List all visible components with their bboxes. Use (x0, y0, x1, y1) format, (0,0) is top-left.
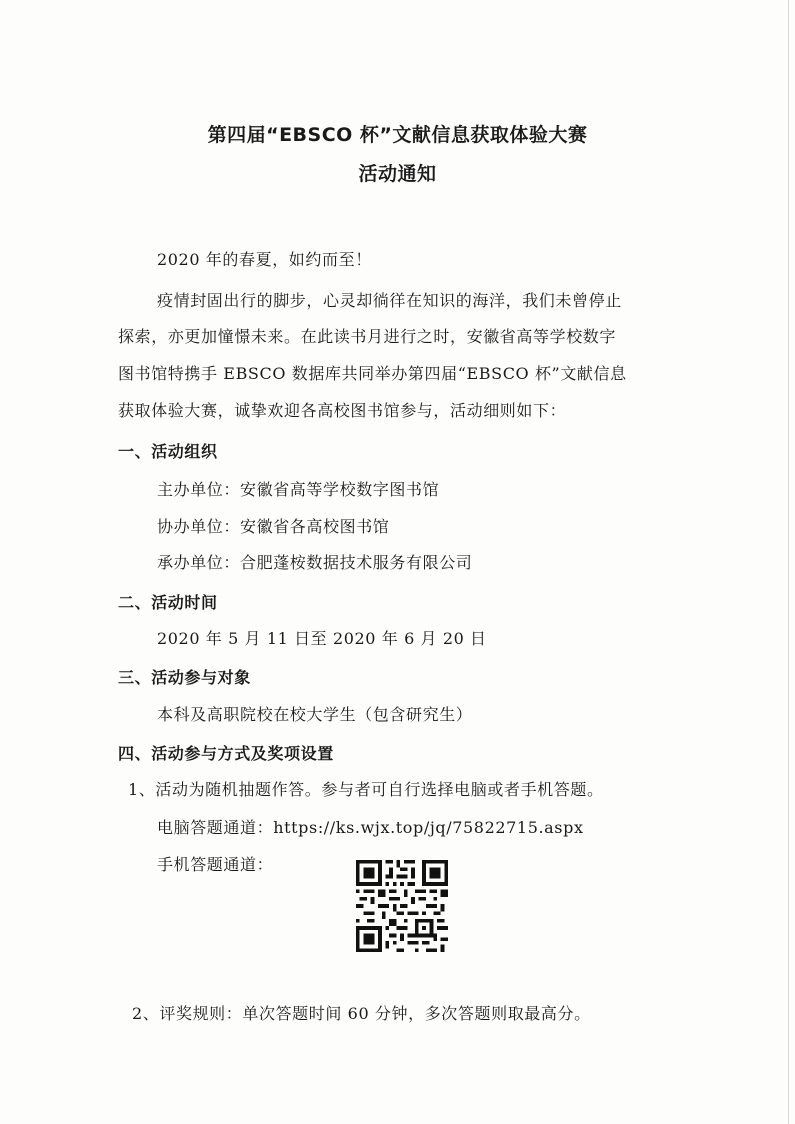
intro-line-1: 2020 年的春夏，如约而至！ (157, 250, 372, 269)
section-1-heading: 一、活动组织 (118, 442, 218, 461)
page-subtitle: 活动通知 (358, 163, 437, 185)
co-host-unit: 协办单位：安徽省各高校图书馆 (157, 517, 390, 536)
qr-code-icon (356, 860, 448, 952)
target-audience: 本科及高职院校在校大学生（包含研究生） (157, 705, 473, 724)
host-unit: 主办单位：安徽省高等学校数字图书馆 (157, 480, 440, 499)
item-2-text: 2、评奖规则：单次答题时间 60 分钟，多次答题则取最高分。 (132, 1004, 591, 1023)
pc-access-url[interactable]: https://ks.wjx.top/jq/75822715.aspx (273, 818, 584, 837)
intro-line-3: 探索，亦更加憧憬未来。在此读书月进行之时，安徽省高等学校数字 (118, 327, 617, 346)
pc-access-label: 电脑答题通道： (157, 818, 274, 837)
activity-period: 2020 年 5 月 11 日至 2020 年 6 月 20 日 (157, 629, 487, 648)
section-4-heading: 四、活动参与方式及奖项设置 (118, 744, 334, 763)
organizer-unit: 承办单位：合肥蓬桉数据技术服务有限公司 (157, 553, 473, 572)
page-title: 第四届“EBSCO 杯”文献信息获取体验大赛 (207, 124, 588, 146)
intro-line-2: 疫情封固出行的脚步，心灵却徜徉在知识的海洋，我们未曾停止 (157, 291, 622, 310)
section-2-heading: 二、活动时间 (118, 593, 218, 612)
intro-line-5: 获取体验大赛，诚挚欢迎各高校图书馆参与，活动细则如下： (118, 401, 567, 420)
section-3-heading: 三、活动参与对象 (118, 668, 251, 687)
intro-line-4: 图书馆特携手 EBSCO 数据库共同举办第四届“EBSCO 杯”文献信息 (118, 364, 627, 383)
pc-access-row (157, 815, 584, 838)
item-1-text: 1、活动为随机抽题作答。参与者可自行选择电脑或者手机答题。 (128, 780, 604, 799)
mobile-access-label: 手机答题通道： (157, 855, 274, 874)
